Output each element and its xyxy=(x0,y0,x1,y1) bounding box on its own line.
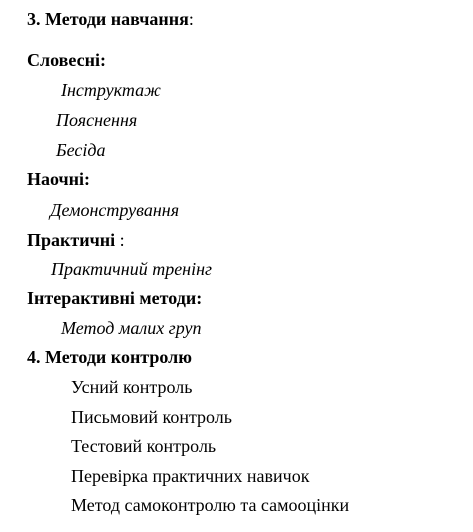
method-item: Метод малих груп xyxy=(61,318,202,338)
control-item: Перевірка практичних навичок xyxy=(71,466,310,486)
group-heading-practical: Практичні xyxy=(27,230,116,250)
group-heading-practical-line xyxy=(27,229,125,251)
method-item: Бесіда xyxy=(56,140,106,160)
section-3-title: 3. Методи навчання xyxy=(27,9,189,29)
control-item: Усний контроль xyxy=(71,377,193,397)
group-heading-verbal: Словесні: xyxy=(27,50,106,70)
section-3-title-suffix: : xyxy=(188,9,194,29)
method-item: Демонстрування xyxy=(50,200,180,220)
section-4-title: 4. Методи контролю xyxy=(27,347,192,367)
method-item: Практичний тренінг xyxy=(51,259,213,279)
control-item: Тестовий контроль xyxy=(71,436,217,456)
control-item: Метод самоконтролю та самооцінки xyxy=(71,495,350,515)
group-heading-practical-suffix: : xyxy=(115,230,125,250)
section-3-heading xyxy=(27,8,194,30)
method-item: Пояснення xyxy=(56,110,138,130)
control-item: Письмовий контроль xyxy=(71,407,232,427)
group-heading-visual: Наочні: xyxy=(27,169,91,189)
group-heading-interactive: Інтерактивні методи: xyxy=(27,288,203,308)
method-item: Інструктаж xyxy=(61,80,161,100)
